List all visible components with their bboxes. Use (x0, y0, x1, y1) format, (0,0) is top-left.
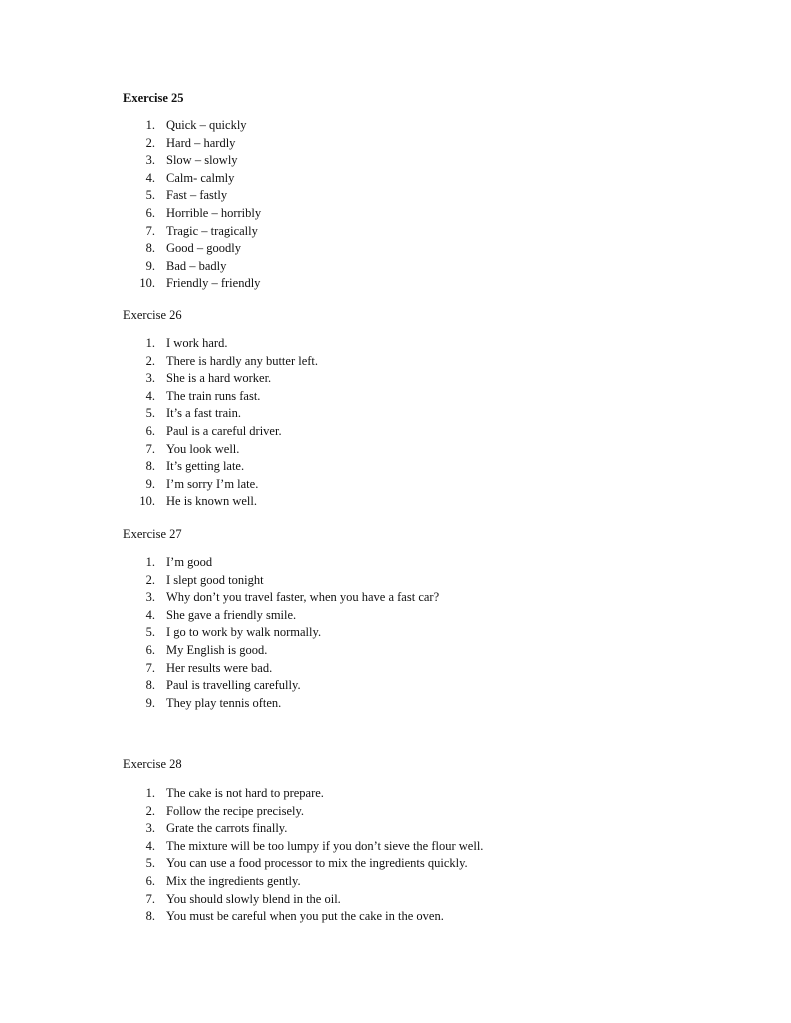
list-item: 6. Paul is a careful driver. (145, 424, 282, 438)
list-item: 3. She is a hard worker. (145, 371, 272, 386)
list-item: 9. I’m sorry I’m late. (145, 476, 259, 491)
list-item: 6. Horrible – horribly (145, 206, 262, 220)
list-item: 1. Quick – quickly (145, 118, 247, 132)
list-item: 7. Tragic – tragically (145, 223, 258, 238)
list-item: 3. Why don’t you travel faster, when you have a fast car? (145, 590, 440, 605)
list-item: 1. I’m good (145, 555, 213, 569)
exercise-28-heading: Exercise 28 (123, 757, 182, 771)
list-item: 7. Her results were bad. (145, 660, 273, 675)
list-item: 8. You must be careful when you put the cake in the oven. (145, 909, 444, 924)
list-item: 3. Slow – slowly (145, 153, 238, 168)
list-item: 2. Follow the recipe precisely. (145, 803, 305, 818)
list-item: 10. Friendly – friendly (139, 276, 261, 291)
list-item: 4. The train runs fast. (145, 388, 261, 403)
list-item: 3. Grate the carrots finally. (145, 821, 288, 836)
list-item: 6. Mix the ingredients gently. (145, 874, 301, 888)
list-item: 1. I work hard. (145, 336, 228, 350)
list-item: 10. He is known well. (139, 494, 257, 509)
list-item: 7. You look well. (145, 441, 240, 456)
list-item: 9. They play tennis often. (145, 695, 282, 710)
exercise-25-heading: Exercise 25 (123, 91, 184, 105)
exercise-27-heading: Exercise 27 (123, 527, 182, 541)
list-item: 5. Fast – fastly (145, 188, 228, 203)
list-item: 2. There is hardly any butter left. (145, 353, 319, 368)
list-item: 5. I go to work by walk normally. (145, 625, 322, 640)
list-item: 4. She gave a friendly smile. (145, 607, 297, 622)
list-item: 5. You can use a food processor to mix the ingredients quickly. (145, 856, 468, 871)
list-item: 2. I slept good tonight (145, 572, 264, 587)
list-item: 5. It’s a fast train. (145, 406, 241, 421)
list-item: 8. It’s getting late. (145, 459, 245, 474)
list-item: 9. Bad – badly (145, 258, 227, 273)
list-item: 1. The cake is not hard to prepare. (145, 786, 324, 800)
list-item: 2. Hard – hardly (145, 135, 236, 150)
list-item: 7. You should slowly blend in the oil. (145, 891, 341, 906)
list-item: 4. Calm- calmly (145, 170, 235, 185)
list-item: 4. The mixture will be too lumpy if you don’t sieve the flour well. (145, 838, 484, 853)
exercise-26-heading: Exercise 26 (123, 308, 182, 322)
list-item: 8. Good – goodly (145, 241, 241, 256)
list-item: 8. Paul is travelling carefully. (145, 678, 301, 693)
list-item: 6. My English is good. (145, 643, 268, 657)
